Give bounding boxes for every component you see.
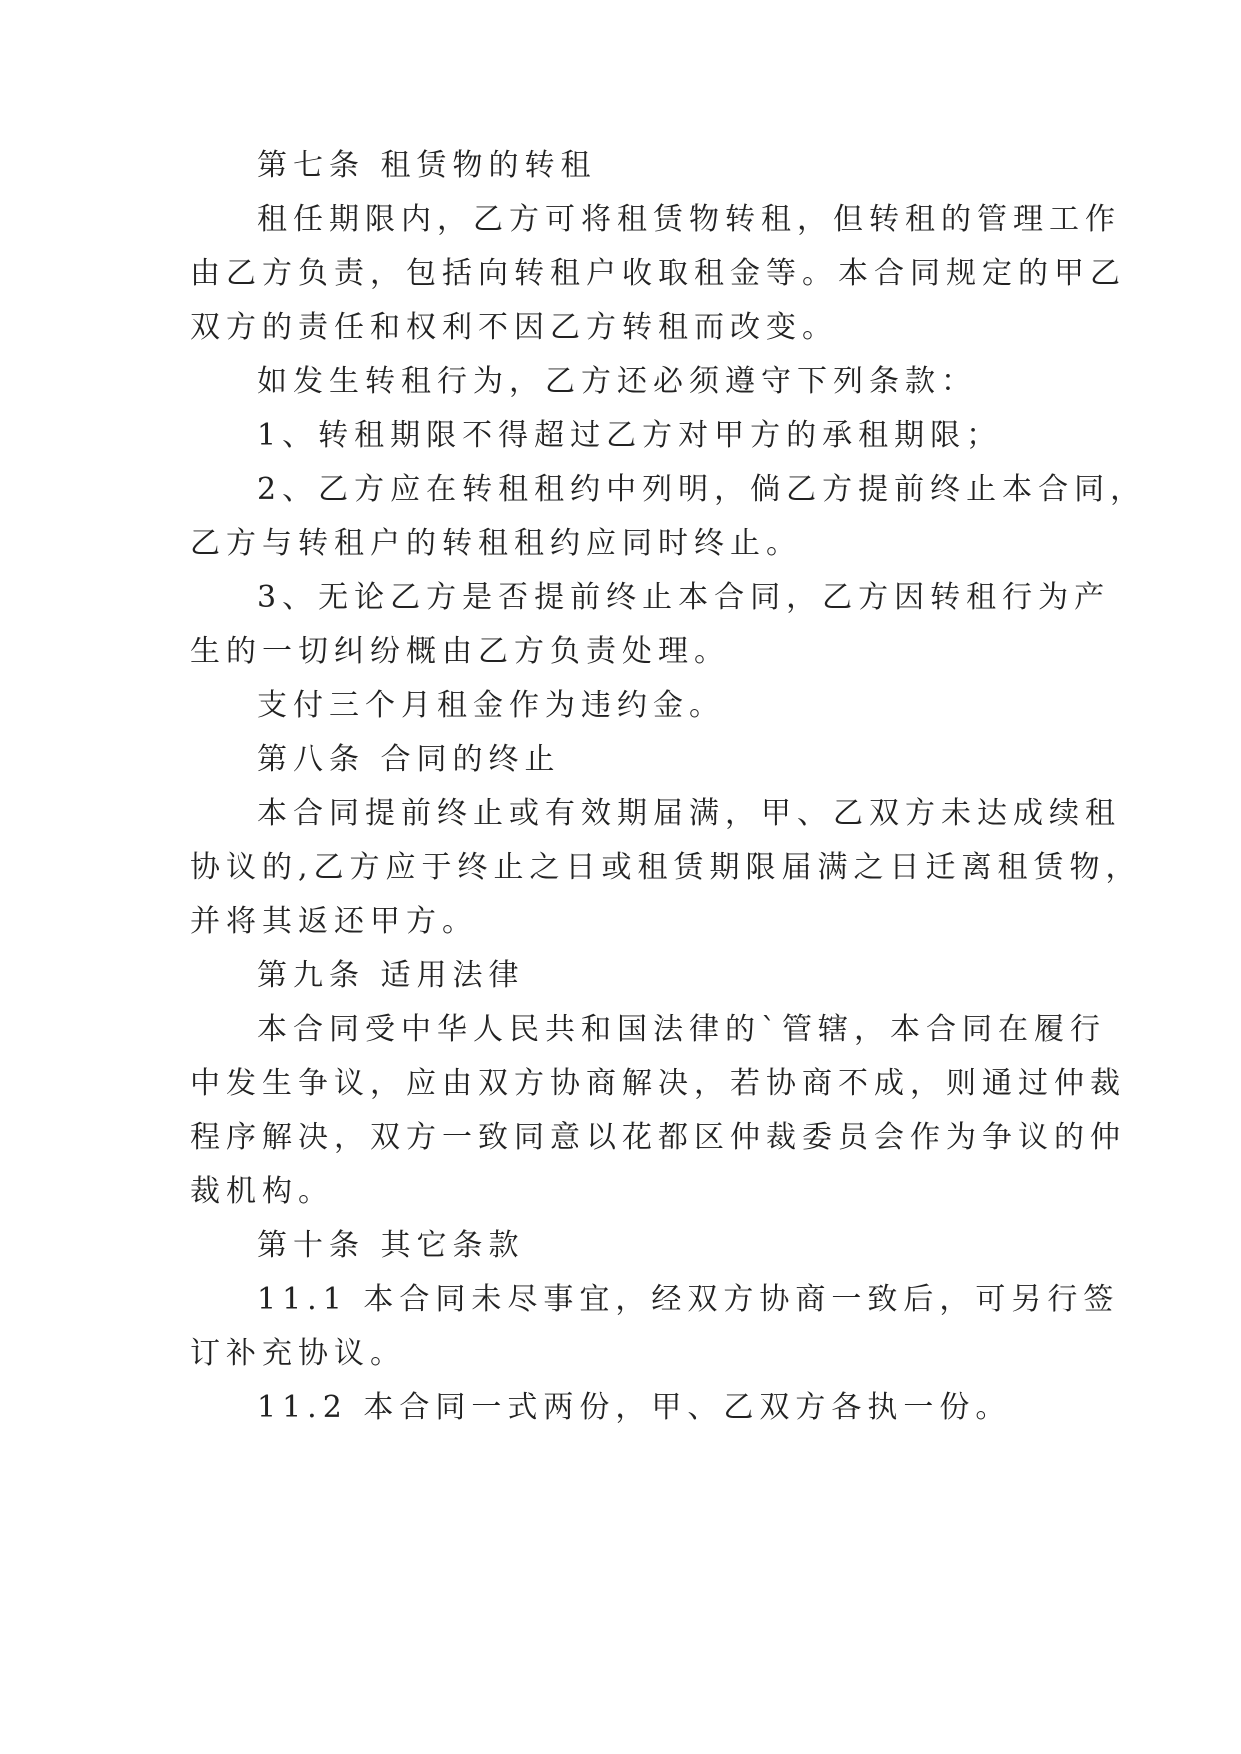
clause-11-2: 11.2 本合同一式两份，甲、乙双方各执一份。	[257, 1390, 1012, 1425]
paragraph-line: 中发生争议，应由双方协商解决，若协商不成，则通过仲裁	[190, 1066, 1126, 1101]
article-8-heading: 第八条 合同的终止	[257, 742, 561, 777]
paragraph-line: 租任期限内，乙方可将租赁物转租，但转租的管理工作	[257, 202, 1121, 237]
clause-2: 2、乙方应在转租租约中列明，倘乙方提前终止本合同，	[257, 472, 1147, 507]
paragraph-line: 由乙方负责，包括向转租户收取租金等。本合同规定的甲乙	[190, 256, 1126, 291]
paragraph-line: 并将其返还甲方。	[190, 904, 478, 939]
paragraph-line: 生的一切纠纷概由乙方负责处理。	[190, 634, 730, 669]
paragraph-line: 本合同受中华人民共和国法律的`管辖，本合同在履行	[257, 1012, 1106, 1047]
article-7-heading: 第七条 租赁物的转租	[257, 148, 597, 183]
clause-1: 1、转租期限不得超过乙方对甲方的承租期限；	[257, 418, 1003, 453]
paragraph-line: 双方的责任和权利不因乙方转租而改变。	[190, 310, 838, 345]
paragraph-line: 本合同提前终止或有效期届满，甲、乙双方未达成续租	[257, 796, 1121, 831]
article-10-heading: 第十条 其它条款	[257, 1228, 525, 1263]
paragraph-line: 如发生转租行为，乙方还必须遵守下列条款：	[257, 364, 977, 399]
paragraph-line: 裁机构。	[190, 1174, 334, 1209]
paragraph-line: 协议的,乙方应于终止之日或租赁期限届满之日迁离租赁物，	[190, 850, 1142, 885]
clause-3: 3、无论乙方是否提前终止本合同，乙方因转租行为产	[257, 580, 1111, 615]
paragraph-line: 支付三个月租金作为违约金。	[257, 688, 725, 723]
paragraph-line: 乙方与转租户的转租租约应同时终止。	[190, 526, 802, 561]
clause-11-1: 11.1 本合同未尽事宜，经双方协商一致后，可另行签	[257, 1282, 1120, 1317]
paragraph-line: 订补充协议。	[190, 1336, 406, 1371]
paragraph-line: 程序解决，双方一致同意以花都区仲裁委员会作为争议的仲	[190, 1120, 1126, 1155]
article-9-heading: 第九条 适用法律	[257, 958, 525, 993]
